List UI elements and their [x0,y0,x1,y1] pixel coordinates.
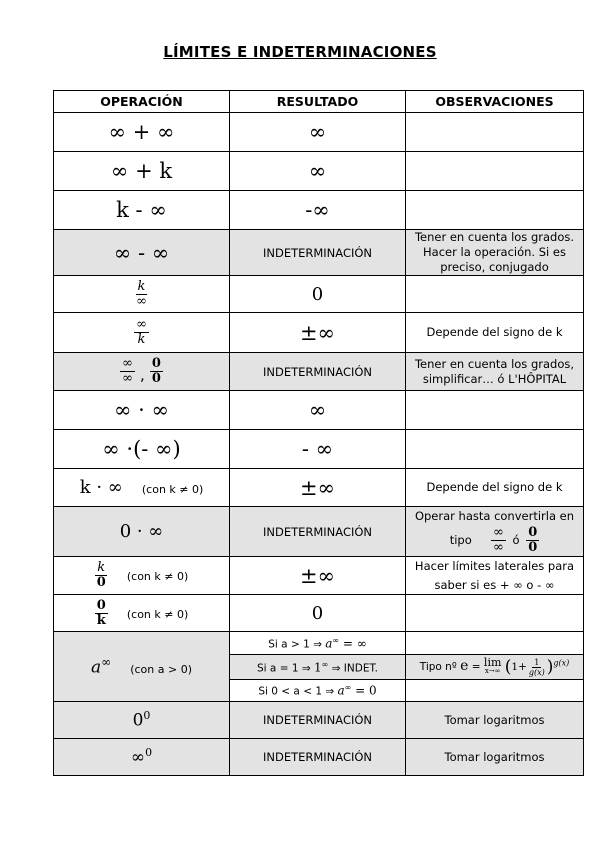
plus: + [518,661,527,673]
operation-base: 0 [132,710,144,731]
exponent: g(x) [553,658,570,668]
table-row [54,595,584,632]
operation-cell: ∞ ·(- ∞) [54,430,230,469]
table-row [54,191,584,230]
lim-subscript: x→∞ [484,667,501,675]
operation-cell [54,353,230,391]
result-cell: ∞ [230,391,406,430]
right-paren: ) [546,657,554,677]
header-operacion: OPERACIÓN [54,91,230,113]
header-observaciones: OBSERVACIONES [406,91,584,113]
operation-base: a [90,657,102,678]
result-base: a [325,636,333,651]
operation-exponent: 0 [143,709,151,723]
table-row [54,632,584,655]
operation-cell [54,469,230,507]
table-row [54,507,584,557]
result-exponent: ∞ [321,659,329,669]
observation-cell [406,507,584,557]
result-cell: ±∞ [230,313,406,353]
table-row [54,313,584,353]
table-row [54,469,584,507]
observation-cell: Depende del signo de k [406,469,584,507]
denominator: k [96,612,106,628]
result-cell: INDETERMINACIÓN [230,739,406,776]
result-text: = 0 [351,683,377,698]
denominator: ∞ [122,371,133,386]
denominator: k [137,332,146,347]
fraction [527,658,547,677]
denominator: 0 [151,371,161,386]
operation-base: ∞ [130,747,146,768]
limit-expression [484,658,501,676]
table-row [54,113,584,152]
fraction [491,526,506,555]
observation-cell: Tomar logaritmos [406,702,584,739]
table-row [54,230,584,276]
operation-expression: k · ∞ [79,477,123,498]
observation-cell [406,191,584,230]
numerator: 0 [151,356,161,371]
table-row [54,276,584,313]
lim-label: lim [483,656,502,669]
table-row [54,739,584,776]
left-paren: ( [504,657,512,677]
observation-cell [406,655,584,680]
operation-cell [54,632,230,702]
observation-cell [406,595,584,632]
operation-cell: k - ∞ [54,191,230,230]
result-cell: -∞ [230,191,406,230]
observation-text: tipo [449,532,472,547]
operation-cell: ∞ + k [54,152,230,191]
operation-cell [54,276,230,313]
operation-cell [54,739,230,776]
observation-cell [406,391,584,430]
page-title: LÍMITES E INDETERMINACIONES [163,43,437,61]
observation-cell [406,276,584,313]
result-cell [230,632,406,655]
result-text: = ∞ [339,636,367,651]
operation-cell [54,595,230,632]
observation-cell: Tener en cuenta los grados. Hacer la operación. Si es preciso, conjugado [406,230,584,276]
fraction [150,357,163,386]
result-text: Si 0 < a < 1 ⇒ [258,685,338,698]
table-row [54,430,584,469]
condition-note: (con k ≠ 0) [126,570,189,583]
result-base: a [337,683,345,698]
result-cell: ±∞ [230,469,406,507]
observation-line: Operar hasta convertirla en [414,508,575,523]
denominator: 0 [96,575,106,590]
observation-text: ó [512,532,520,547]
operation-cell: ∞ - ∞ [54,230,230,276]
result-base: 1 [314,660,322,675]
numerator: ∞ [122,356,133,371]
e-symbol: e [460,658,469,674]
fraction [95,561,108,590]
fraction [134,318,149,347]
numerator: k [137,278,146,294]
one: 1 [511,661,519,673]
condition-note: (con k ≠ 0) [126,607,189,621]
denominator: ∞ [493,539,504,555]
result-cell [230,655,406,680]
table-row [54,702,584,739]
observation-text: Tipo nº [419,661,457,673]
denominator: g(x) [528,667,545,677]
operation-cell [54,557,230,595]
condition-note: (con a > 0) [130,662,192,676]
observation-cell [406,557,584,595]
result-exponent: ∞ [344,683,352,693]
result-cell [230,680,406,702]
denominator: 0 [528,539,538,555]
table-row [54,152,584,191]
fraction [95,599,108,628]
result-cell: ±∞ [230,557,406,595]
numerator: 0 [96,597,106,613]
equals-sign: = [471,661,481,673]
operation-cell: ∞ + ∞ [54,113,230,152]
observation-cell: Tener en cuenta los grados, simplificar… ó L'HÔPITAL [406,353,584,391]
table-row [54,391,584,430]
observation-cell [406,113,584,152]
fraction [526,526,539,555]
result-cell: 0 [230,276,406,313]
operation-cell: 0 · ∞ [54,507,230,557]
observation-cell: Tomar logaritmos [406,739,584,776]
result-exponent: ∞ [332,635,340,645]
result-cell: - ∞ [230,430,406,469]
result-cell: 0 [230,595,406,632]
result-cell: INDETERMINACIÓN [230,230,406,276]
numerator: ∞ [493,524,504,540]
observation-cell: Depende del signo de k [406,313,584,353]
operation-cell [54,313,230,353]
operation-exponent: ∞ [101,655,112,670]
result-text: Si a > 1 ⇒ [268,638,326,651]
numerator: 0 [528,524,538,540]
result-cell: INDETERMINACIÓN [230,507,406,557]
result-cell: INDETERMINACIÓN [230,702,406,739]
result-cell: ∞ [230,113,406,152]
observation-cell [406,632,584,655]
condition-note: (con k ≠ 0) [141,483,204,496]
fraction [134,280,149,309]
observation-line: Hacer límites laterales para [414,558,575,573]
observation-line: saber si es + ∞ o - ∞ [434,577,555,592]
result-cell: INDETERMINACIÓN [230,353,406,391]
separator: , [140,366,145,384]
observation-cell [406,152,584,191]
operation-cell [54,702,230,739]
result-cell: ∞ [230,152,406,191]
limits-table [53,90,584,776]
numerator: ∞ [136,317,147,332]
denominator: ∞ [136,293,147,309]
table-header-row [54,91,584,113]
operation-cell: ∞ · ∞ [54,391,230,430]
observation-line [406,526,583,555]
numerator: 1 [534,657,540,667]
result-text: Si a = 1 ⇒ [257,662,314,675]
table-row [54,353,584,391]
operation-exponent: 0 [145,746,153,760]
header-resultado: RESULTADO [230,91,406,113]
fraction [120,357,135,386]
observation-cell [406,430,584,469]
observation-cell [406,680,584,702]
table-row [54,557,584,595]
numerator: k [97,560,106,575]
result-text: ⇒ INDET. [328,662,378,675]
